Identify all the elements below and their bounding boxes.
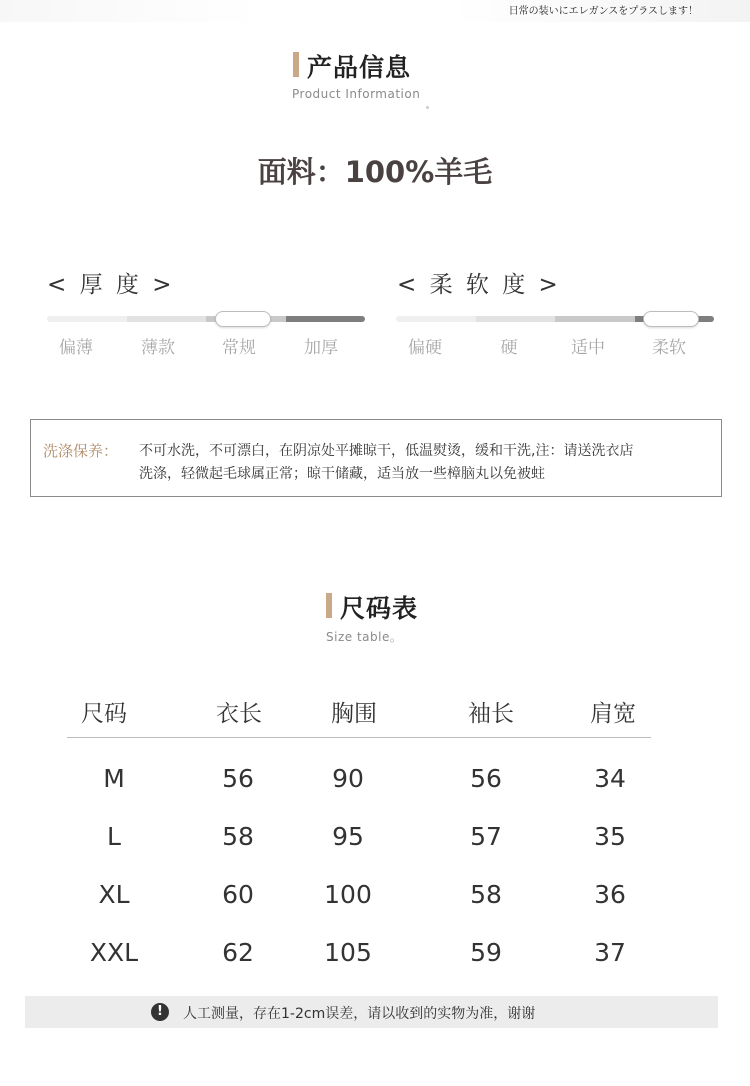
care-text-line: 洗涤，轻微起毛球属正常；晾干储藏，适当放一些樟脑丸以免被蛀 <box>139 466 545 482</box>
thickness-label-thin: 偏薄 <box>59 338 93 358</box>
table-cell: 58 <box>222 822 254 851</box>
thickness-title: < 厚 度 > <box>47 272 175 298</box>
table-cell: 90 <box>332 764 364 793</box>
header-chest: 胸围 <box>331 701 377 727</box>
table-cell: 95 <box>332 822 364 851</box>
table-cell: 56 <box>222 764 254 793</box>
table-cell: 37 <box>594 938 626 967</box>
fabric-composition: 面料：100%羊毛 <box>257 155 493 189</box>
header-length: 衣长 <box>216 701 262 727</box>
table-cell: M <box>103 764 125 793</box>
table-cell: 56 <box>470 764 502 793</box>
table-divider <box>67 737 651 738</box>
care-label: 洗涤保养： <box>43 442 119 460</box>
table-cell: 34 <box>594 764 626 793</box>
measurement-note-bar <box>25 996 718 1028</box>
softness-label-hard: 硬 <box>500 338 518 358</box>
table-cell: 62 <box>222 938 254 967</box>
table-cell: 60 <box>222 880 254 909</box>
header-sleeve: 袖长 <box>468 701 514 727</box>
table-cell: 57 <box>470 822 502 851</box>
exclamation-icon: ! <box>151 1003 169 1021</box>
softness-label-medium: 适中 <box>571 338 605 358</box>
softness-title: < 柔 软 度 > <box>397 272 561 298</box>
header-size: 尺码 <box>81 701 127 727</box>
banner-tagline: 日常の装いにエレガンスをプラスします！ <box>508 6 698 17</box>
table-cell: 105 <box>324 938 372 967</box>
table-cell: 58 <box>470 880 502 909</box>
table-cell: 35 <box>594 822 626 851</box>
thickness-label-thick: 加厚 <box>304 338 338 358</box>
thickness-label-regular: 常规 <box>222 338 256 358</box>
table-cell: XL <box>98 880 130 909</box>
table-cell: L <box>107 822 121 851</box>
softness-label-soft: 柔软 <box>652 338 686 358</box>
table-cell: XXL <box>89 938 139 967</box>
table-cell: 59 <box>470 938 502 967</box>
product-info-title: 产品信息 <box>307 53 412 82</box>
care-text-line: 不可水洗，不可漂白，在阴凉处平摊晾干，低温熨烫，缓和干洗,注：请送洗衣店 <box>139 443 634 459</box>
header-shoulder: 肩宽 <box>590 701 636 727</box>
size-table-subtitle: Size table。 <box>326 630 403 644</box>
product-info-subtitle: Product Information <box>292 87 421 101</box>
thickness-label-light: 薄款 <box>141 338 175 358</box>
table-cell: 100 <box>324 880 372 909</box>
table-cell: 36 <box>594 880 626 909</box>
softness-label-firm: 偏硬 <box>408 338 442 358</box>
measurement-note-text: 人工测量，存在1-2cm误差，请以收到的实物为准，谢谢 <box>183 1006 536 1022</box>
size-table-title: 尺码表 <box>340 594 419 623</box>
